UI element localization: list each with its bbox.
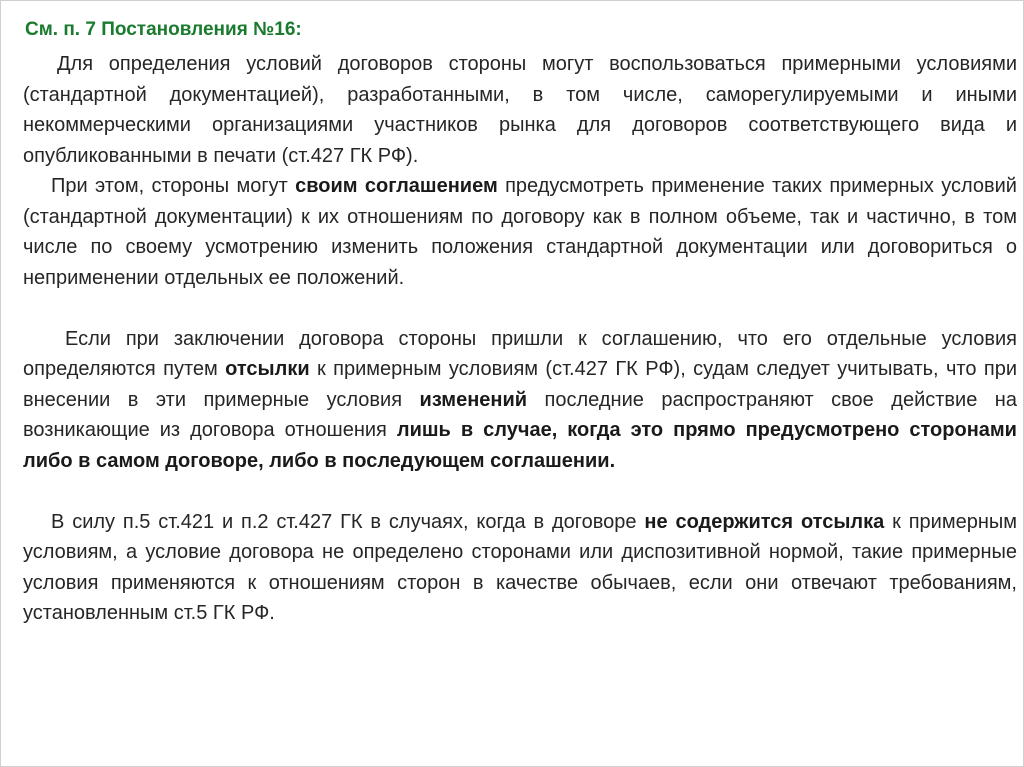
slide-heading: См. п. 7 Постановления №16: xyxy=(25,19,302,40)
paragraph-2-text-1: При этом, стороны могут xyxy=(51,175,296,197)
paragraph-3 xyxy=(23,324,1017,477)
paragraph-3-bold-1: отсылки xyxy=(225,358,310,380)
paragraph-3-text-2: к примерным условиям (ст.427 ГК РФ), судам следует учитывать, что при внесении в эти примерные условия xyxy=(23,358,1017,411)
paragraph-4-text-2: к примерным условиям, а условие договора не определено сторонами или диспозитивной нормой, такие примерные условия применяются к отношениям сторон в качестве обычаев, если они отвечают требованиям, установленным ст.5 ГК РФ. xyxy=(23,510,1017,624)
paragraph-2-bold-1: своим соглашением xyxy=(295,175,498,197)
paragraph-2 xyxy=(23,171,1017,293)
paragraph-spacer xyxy=(23,293,1017,324)
paragraph-4-bold-1: не содержится отсылка xyxy=(644,510,885,533)
paragraph-3-bold-3: лишь в случае, когда это прямо предусмотрено сторонами либо в самом договоре, либо в последующем соглашении. xyxy=(23,419,1017,472)
paragraph-3-text-3: последние распространяют свое действие на возникающие из договора отношения xyxy=(23,388,1017,441)
paragraph-4-text-1: В силу п.5 ст.421 и п.2 ст.427 ГК в случаях, когда в договоре xyxy=(51,510,645,533)
paragraph-3-text-1: Если при заключении договора стороны пришли к соглашению, что его отдельные условия определяются путем xyxy=(23,327,1017,380)
paragraph-4 xyxy=(23,507,1017,629)
paragraph-2-text-2: предусмотреть применение таких примерных условий (стандартной документации) к их отношениям по договору как в полном объеме, так и частично, в том числе по своему усмотрению изменить положения стандартной документации или договориться о неприменении отдельных ее положений. xyxy=(23,175,1017,289)
paragraph-1 xyxy=(23,49,1017,171)
paragraph-spacer xyxy=(23,476,1017,507)
paragraph-1-text: Для определения условий договоров стороны могут воспользоваться примерными условиями (стандартной документацией), разработанными, в том числе, саморегулируемыми и иными некоммерческими организациями участников рынка для договоров соответствующего вида и опубликованными в печати (ст.427 ГК РФ). xyxy=(23,53,1017,167)
slide-body xyxy=(23,49,1017,629)
paragraph-3-bold-2: изменений xyxy=(419,388,528,411)
